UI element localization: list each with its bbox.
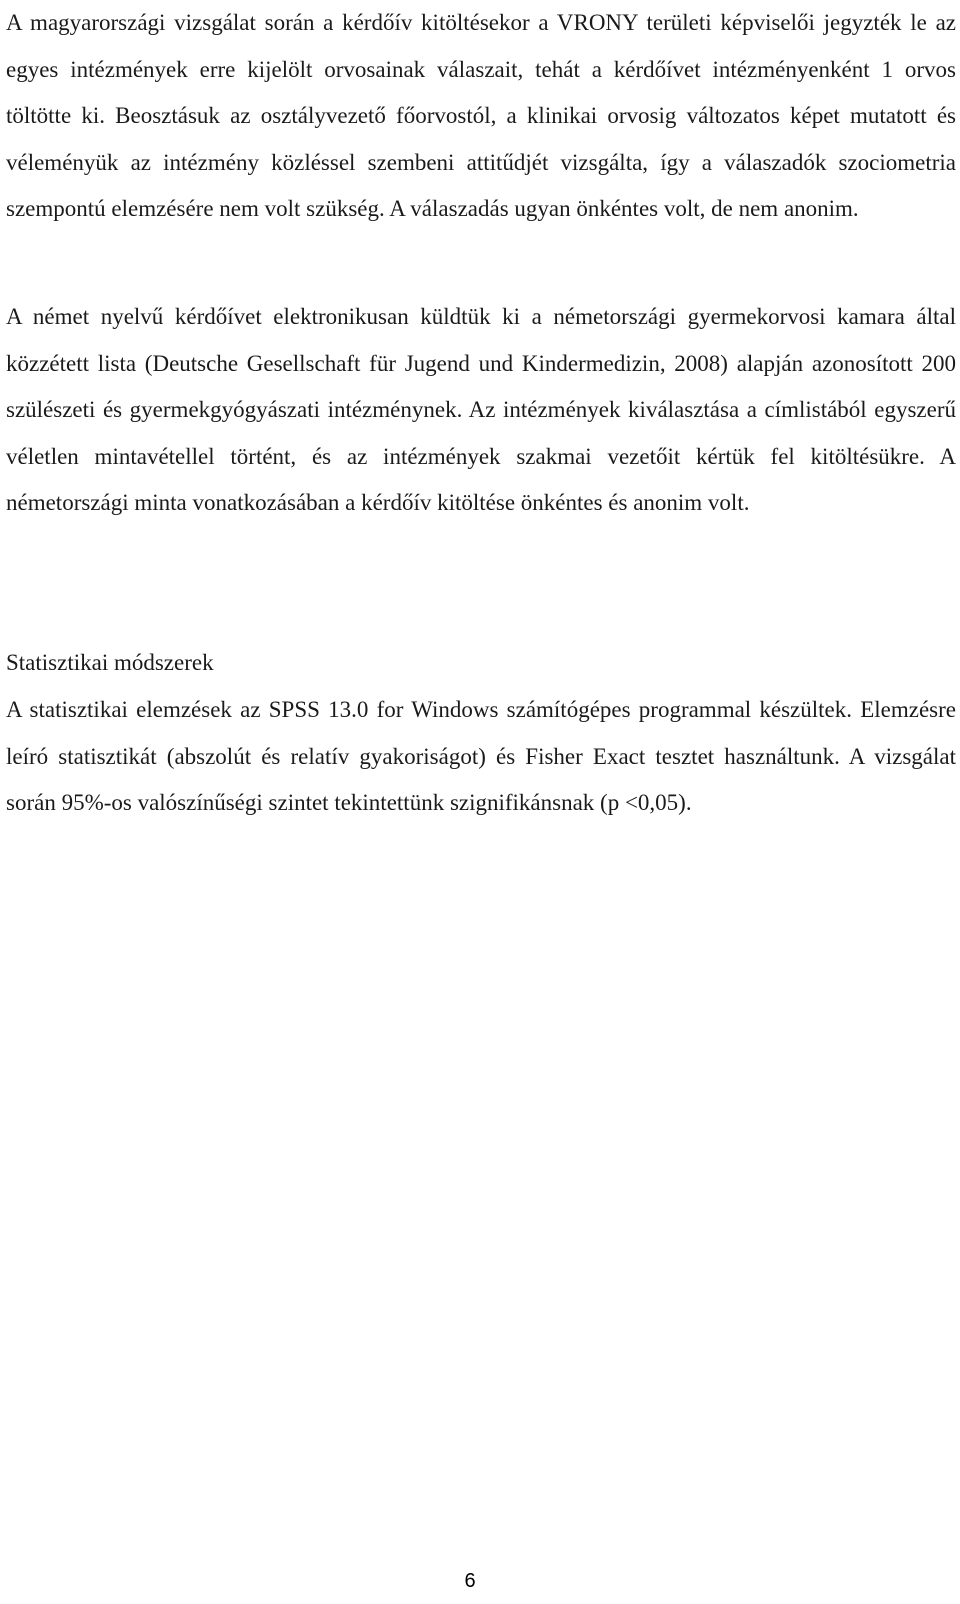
paragraph-hungarian-survey: A magyarországi vizsgálat során a kérdőív kitöltésekor a VRONY területi képviselői jegyzték le az egyes intézmények erre kijelölt orvosainak válaszait, tehát a kérdőívet intézményenként 1 orvos töltötte ki. Beosztásuk az osztályvezető főorvostól, a klinikai orvosig változatos képet mutatott és véleményük az intézmény közléssel szembeni attitűdjét vizsgálta, így a válaszadók szociometria szempontú elemzésére nem volt szükség. A válaszadás ugyan önkéntes volt, de nem anonim. [6, 10, 956, 222]
section-heading-statistics: Statisztikai módszerek [6, 650, 214, 675]
page-number: 6 [464, 1570, 476, 1592]
paragraph-statistical-methods: A statisztikai elemzések az SPSS 13.0 for Windows számítógépes programmal készültek. Elemzésre leíró statisztikát (abszolút és relatív gyakoriságot) és Fisher Exact tesztet használtunk. A vizsgálat során 95%-os valószínűségi szintet tekintettünk szignifikánsnak (p <0,05). [6, 697, 956, 816]
paragraph-german-survey: A német nyelvű kérdőívet elektronikusan küldtük ki a németországi gyermekorvosi kamara által közzétett lista (Deutsche Gesellschaft für Jugend und Kindermedizin, 2008) alapján azonosított 200 szülészeti és gyermekgyógyászati intézménynek. Az intézmények kiválasztása a címlistából egyszerű véletlen mintavétellel történt, és az intézmények szakmai vezetőit kértük fel kitöltésükre. A németországi minta vonatkozásában a kérdőív kitöltése önkéntes és anonim volt. [6, 304, 956, 516]
